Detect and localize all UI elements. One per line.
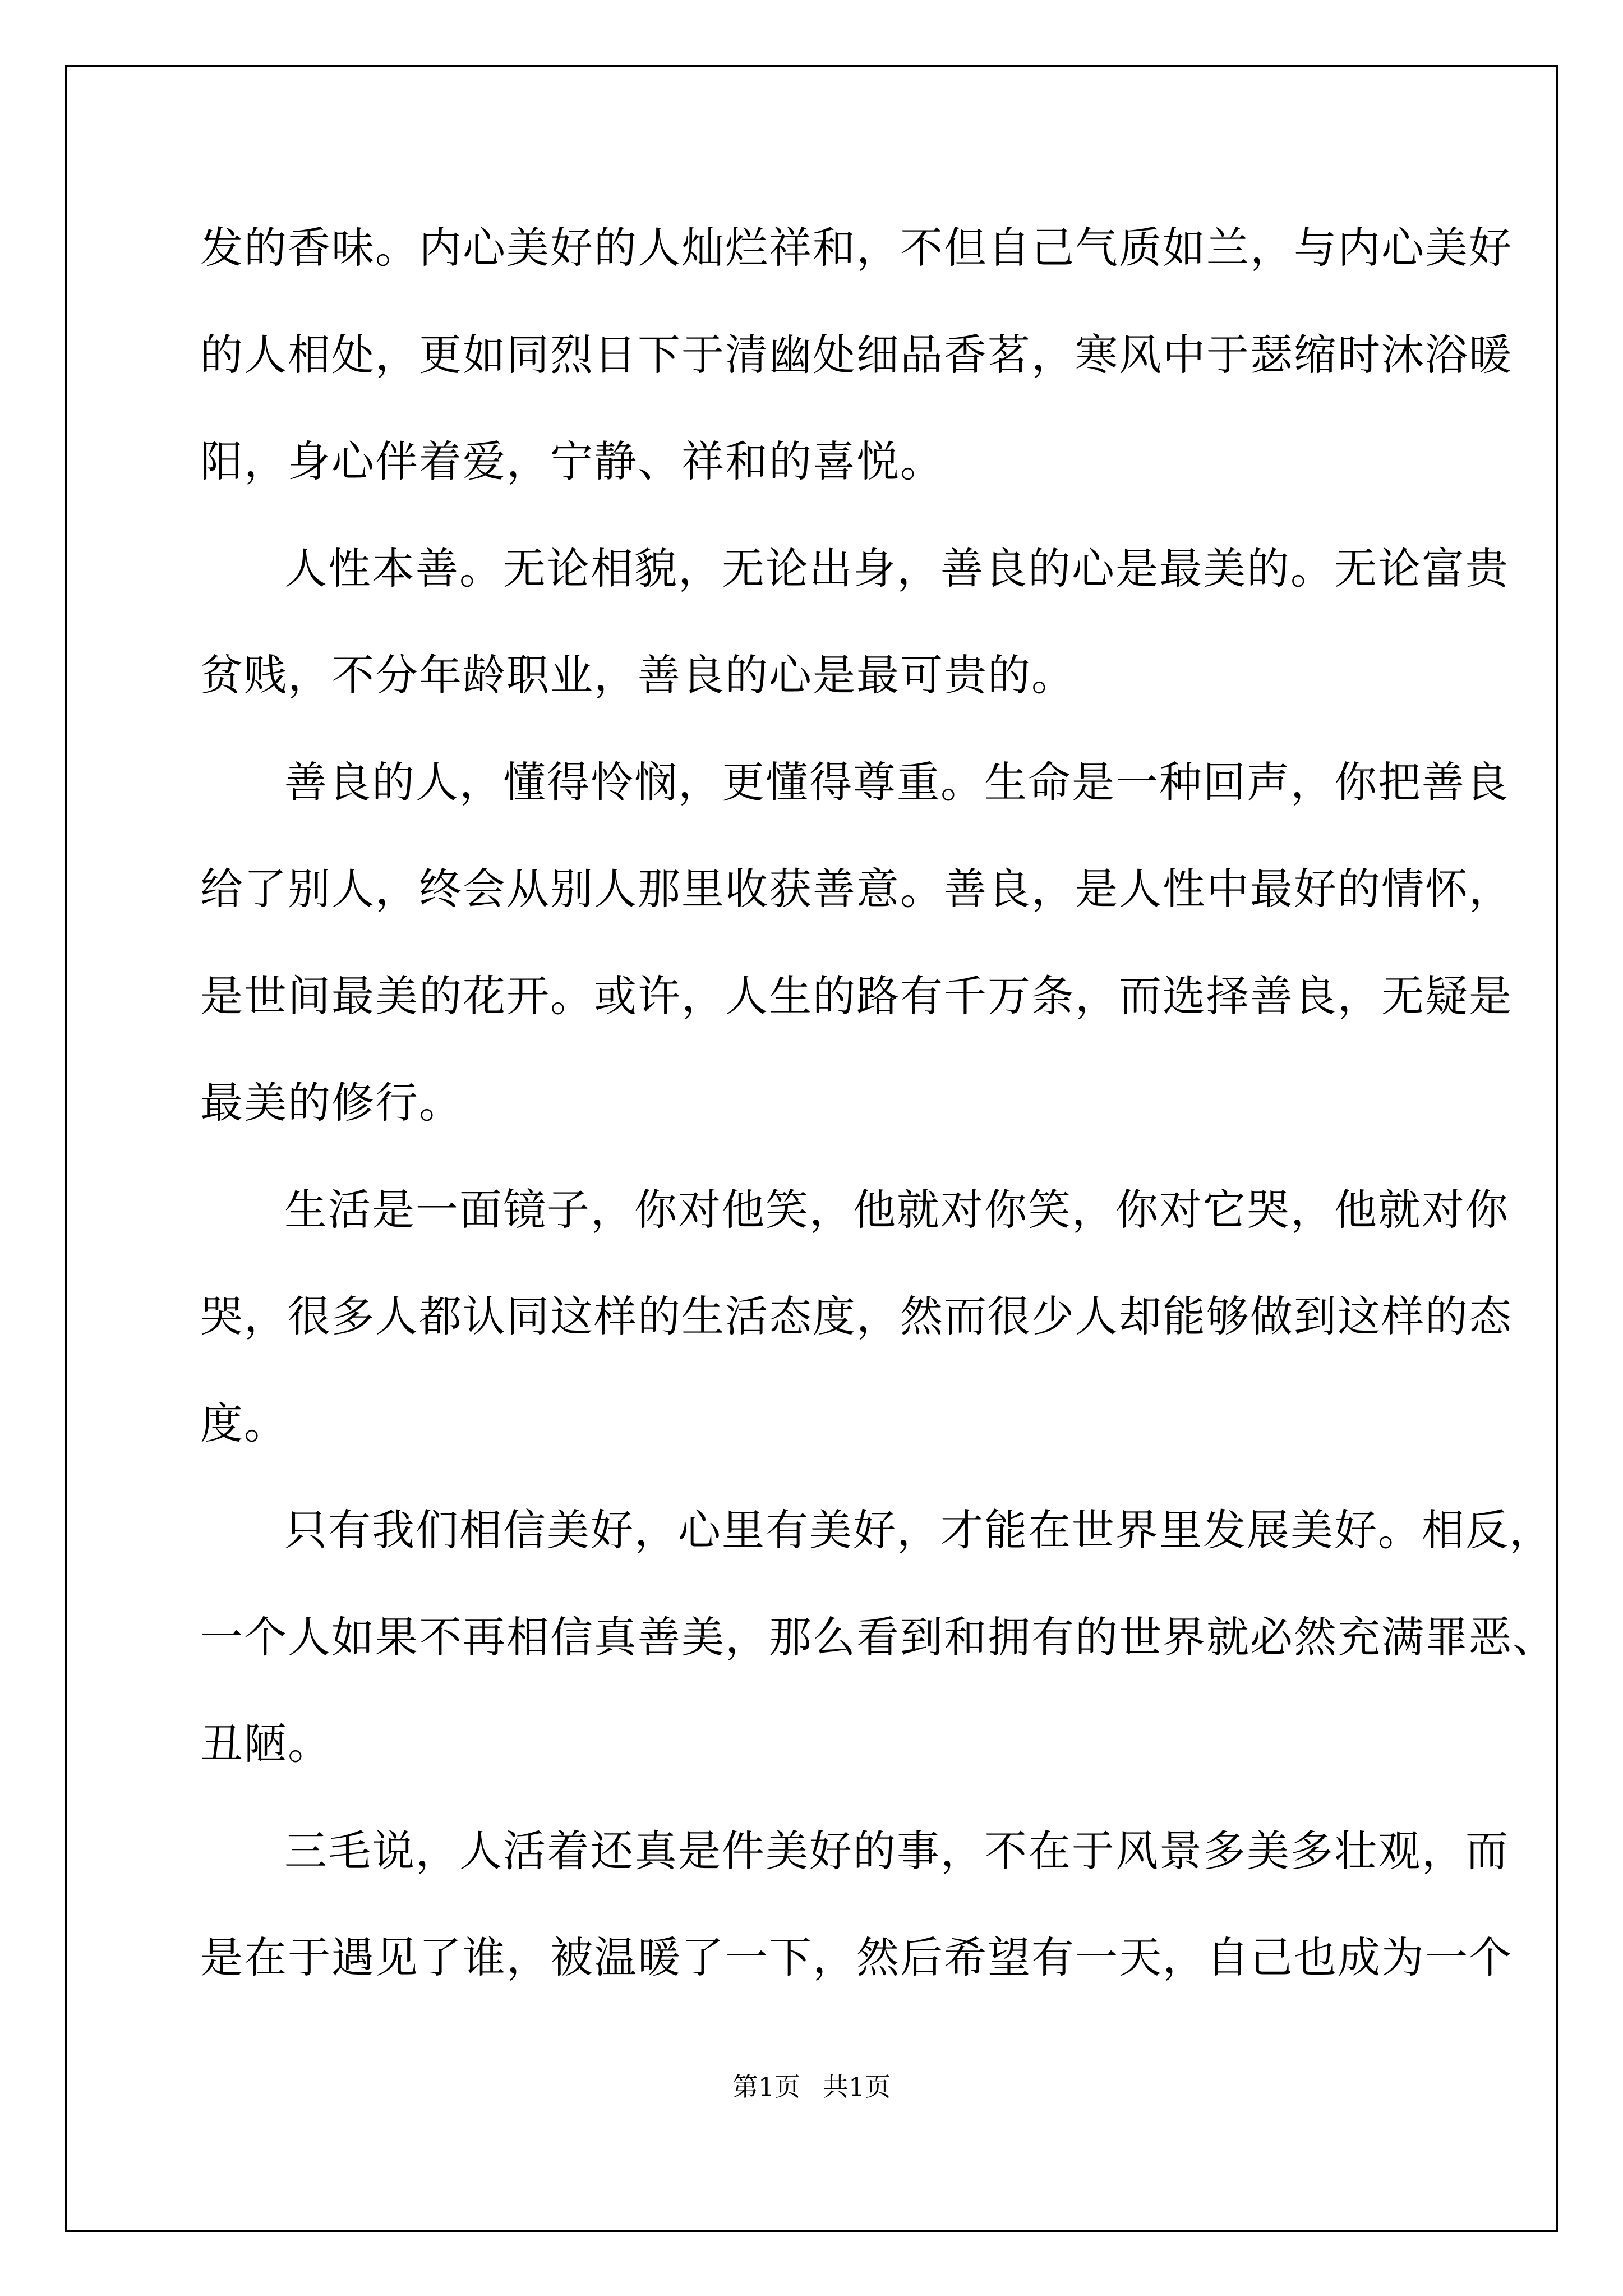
paragraph-start-line: 人性本善。无论相貌，无论出身，善良的心是最美的。无论富贵 <box>284 544 1509 593</box>
text-line: 发的香味。内心美好的人灿烂祥和，不但自己气质如兰，与内心美好 <box>200 223 1513 273</box>
text-line: 阳，身心伴着爱，宁静、祥和的喜悦。 <box>200 436 944 486</box>
text-line: 最美的修行。 <box>200 1078 463 1128</box>
paragraph-start-line: 生活是一面镜子，你对他笑，他就对你笑，你对它哭，他就对你 <box>284 1185 1509 1235</box>
text-line: 的人相处，更如同烈日下于清幽处细品香茗，寒风中于瑟缩时沐浴暖 <box>200 330 1513 380</box>
text-line: 给了别人，终会从别人那里收获善意。善良，是人性中最好的情怀， <box>200 864 1513 914</box>
text-line: 度。 <box>200 1398 288 1448</box>
page-footer <box>0 2070 1623 2104</box>
text-line: 贫贱，不分年龄职业，善良的心是最可贵的。 <box>200 650 1075 700</box>
page-number: 第1页 <box>732 2072 800 2102</box>
paragraph-start-line: 只有我们相信美好，心里有美好，才能在世界里发展美好。相反， <box>284 1505 1553 1555</box>
text-line: 是在于遇见了谁，被温暖了一下，然后希望有一天，自己也成为一个 <box>200 1932 1513 1982</box>
page-total: 共1页 <box>823 2072 891 2102</box>
text-line: 哭，很多人都认同这样的生活态度，然而很少人却能够做到这样的态 <box>200 1291 1513 1341</box>
text-line: 是世间最美的花开。或许，人生的路有千万条，而选择善良，无疑是 <box>200 971 1513 1021</box>
text-line: 一个人如果不再相信真善美，那么看到和拥有的世界就必然充满罪恶、 <box>200 1612 1556 1662</box>
paragraph-start-line: 善良的人，懂得怜悯，更懂得尊重。生命是一种回声，你把善良 <box>284 757 1509 807</box>
paragraph-start-line: 三毛说，人活着还真是件美好的事，不在于风景多美多壮观，而 <box>284 1826 1509 1876</box>
page-border <box>65 65 1558 2232</box>
text-line: 丑陋。 <box>200 1719 331 1769</box>
